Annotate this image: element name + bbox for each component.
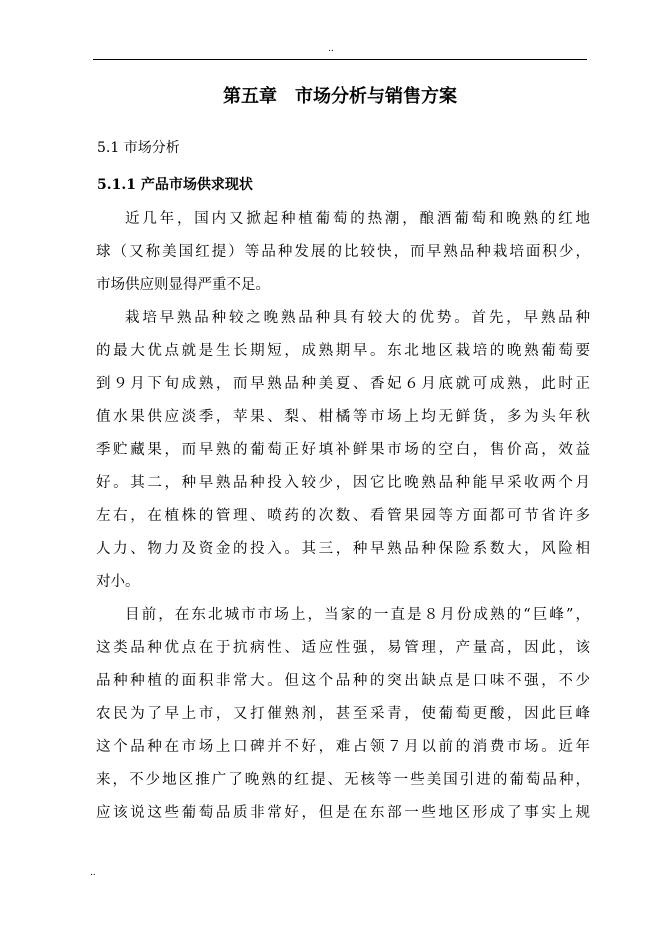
body-line: 目前，在东北城市市场上，当家的一直是８月份成熟的“巨峰”，	[125, 607, 590, 623]
body-line: 市场供应则显得严重不足。	[96, 277, 270, 293]
body-line: 对小。	[96, 574, 140, 590]
body-line: 好。其二，种早熟品种投入较少，因它比晚熟品种能早采收两个月	[96, 475, 590, 491]
body-line: 值水果供应淡季，苹果、梨、柑橘等市场上均无鲜货，多为头年秋	[96, 409, 590, 425]
body-line: 的最大优点就是生长期短，成熟期早。东北地区栽培的晚熟葡萄要	[96, 343, 590, 359]
footer-mark: ..	[90, 868, 96, 878]
body-line: 农民为了早上市，又打催熟剂，甚至采青，使葡萄更酸，因此巨峰	[96, 706, 590, 722]
header-rule	[93, 59, 587, 60]
body-text	[96, 203, 590, 830]
body-line: 近几年，国内又掀起种植葡萄的热潮，酿酒葡萄和晚熟的红地	[125, 211, 590, 227]
body-line: 来，不少地区推广了晚熟的红提、无核等一些美国引进的葡萄品种，	[96, 772, 590, 788]
section-heading: 5.1 市场分析	[97, 140, 180, 156]
header-mark: ..	[328, 44, 334, 54]
body-line: 到９月下旬成熟，而早熟品种美夏、香妃６月底就可成熟，此时正	[96, 376, 590, 392]
body-line: 季贮藏果，而早熟的葡萄正好填补鲜果市场的空白，售价高，效益	[96, 442, 590, 458]
body-line: 人力、物力及资金的投入。其三，种早熟品种保险系数大，风险相	[96, 541, 590, 557]
body-line: 左右，在植株的管理、喷药的次数、看管果园等方面都可节省许多	[96, 508, 590, 524]
body-line: 品种种植的面积非常大。但这个品种的突出缺点是口味不强，不少	[96, 673, 590, 689]
subsection-heading: 5.1.1 产品市场供求现状	[97, 177, 253, 193]
body-line: 应该说这些葡萄品质非常好，但是在东部一些地区形成了事实上规	[96, 805, 590, 821]
body-line: 栽培早熟品种较之晚熟品种具有较大的优势。首先，早熟品种	[125, 310, 590, 326]
body-line: 球（又称美国红提）等品种发展的比较快，而早熟品种栽培面积少，	[96, 244, 590, 260]
chapter-title: 第五章 市场分析与销售方案	[223, 86, 457, 107]
body-line: 这个品种在市场上口碑并不好，难占领７月以前的消费市场。近年	[96, 739, 590, 755]
body-line: 这类品种优点在于抗病性、适应性强，易管理，产量高，因此，该	[96, 640, 590, 656]
